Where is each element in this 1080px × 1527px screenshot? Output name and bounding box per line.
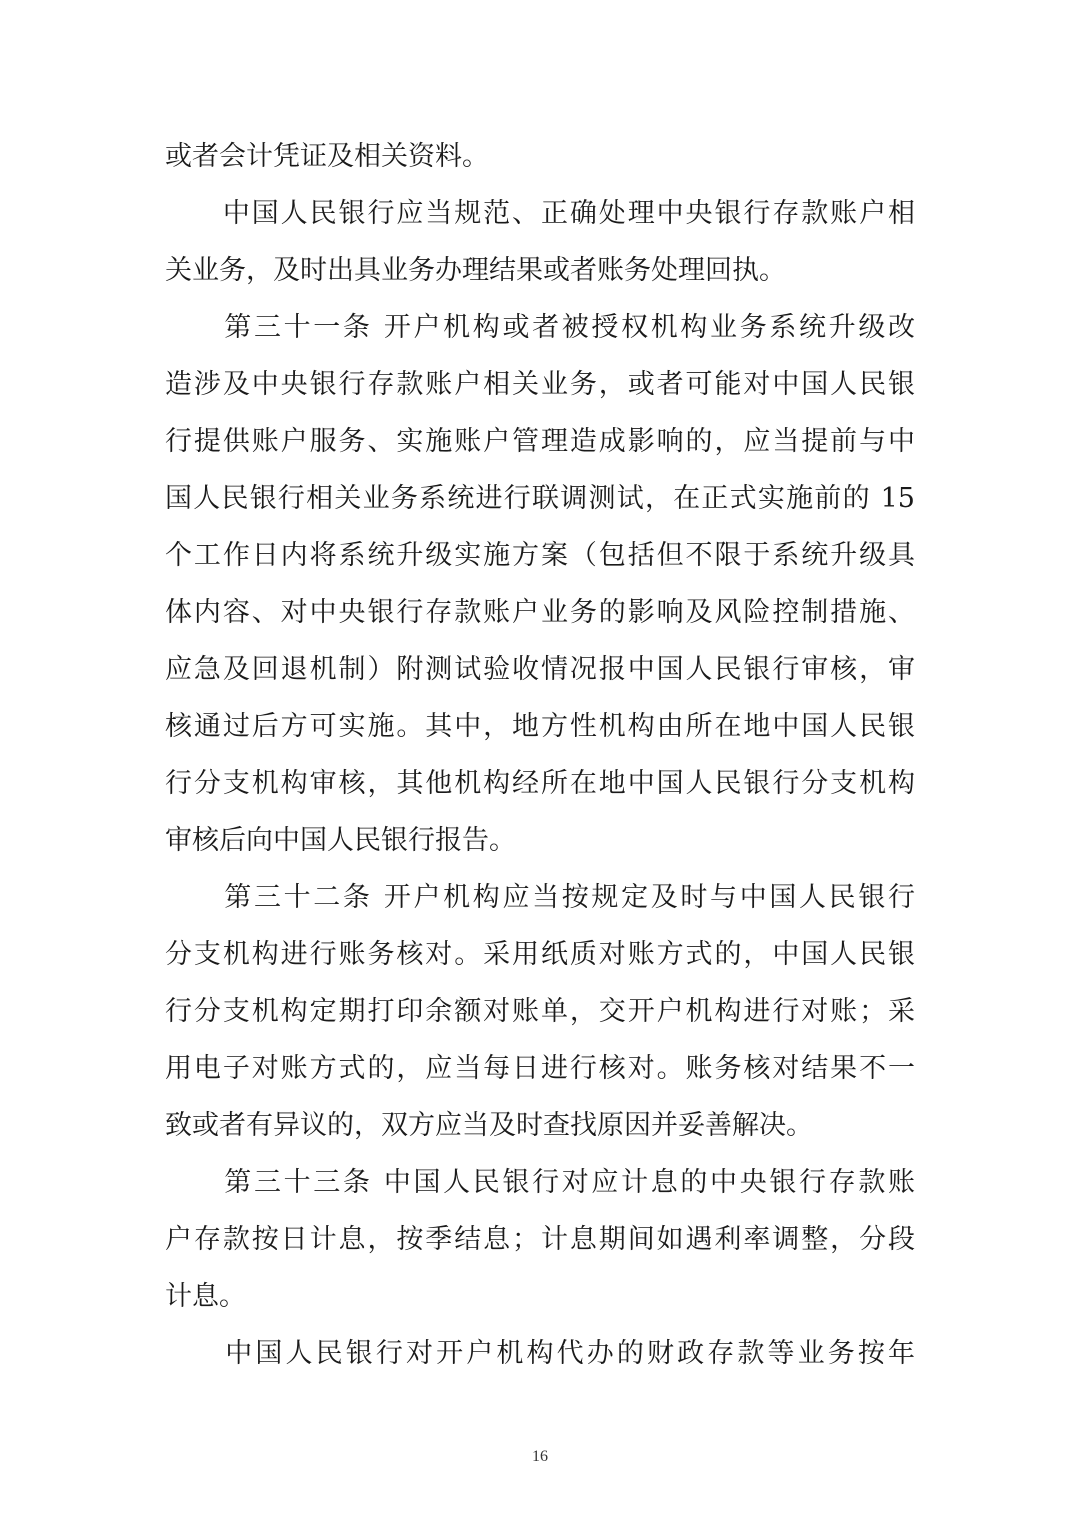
page-number: 16 xyxy=(532,1448,548,1465)
text-line: 中国人民银行应当规范、正确处理中央银行存款账户相 xyxy=(165,198,915,229)
text-line: 造涉及中央银行存款账户相关业务，或者可能对中国人民银 xyxy=(165,369,915,400)
text-line: 致或者有异议的，双方应当及时查找原因并妥善解决。 xyxy=(165,1110,813,1141)
text-line: 个工作日内将系统升级实施方案（包括但不限于系统升级具 xyxy=(165,540,915,571)
text-line: 审核后向中国人民银行报告。 xyxy=(165,825,516,856)
article-32-heading-line: 第三十二条 开户机构应当按规定及时与中国人民银行 xyxy=(165,882,915,913)
text-line: 体内容、对中央银行存款账户业务的影响及风险控制措施、 xyxy=(165,597,915,628)
text-line: 行分支机构审核，其他机构经所在地中国人民银行分支机构 xyxy=(165,768,915,799)
text-line: 行分支机构定期打印余额对账单，交开户机构进行对账；采 xyxy=(165,996,915,1027)
text-line: 行提供账户服务、实施账户管理造成影响的，应当提前与中 xyxy=(165,426,915,457)
text-line: 关业务，及时出具业务办理结果或者账务处理回执。 xyxy=(165,255,786,286)
text-line: 计息。 xyxy=(165,1281,246,1312)
article-33-heading-line: 第三十三条 中国人民银行对应计息的中央银行存款账 xyxy=(165,1167,915,1198)
text-line: 分支机构进行账务核对。采用纸质对账方式的，中国人民银 xyxy=(165,939,915,970)
text-line: 应急及回退机制）附测试验收情况报中国人民银行审核，审 xyxy=(165,654,915,685)
body-text xyxy=(165,128,915,1382)
text-line: 中国人民银行对开户机构代办的财政存款等业务按年 xyxy=(165,1338,915,1369)
text-line: 核通过后方可实施。其中，地方性机构由所在地中国人民银 xyxy=(165,711,915,742)
article-31-heading-line: 第三十一条 开户机构或者被授权机构业务系统升级改 xyxy=(165,312,915,343)
text-line: 用电子对账方式的，应当每日进行核对。账务核对结果不一 xyxy=(165,1053,915,1084)
text-line: 或者会计凭证及相关资料。 xyxy=(165,141,489,172)
text-line: 国人民银行相关业务系统进行联调测试，在正式实施前的 15 xyxy=(165,483,915,514)
text-line: 户存款按日计息，按季结息；计息期间如遇利率调整，分段 xyxy=(165,1224,915,1255)
